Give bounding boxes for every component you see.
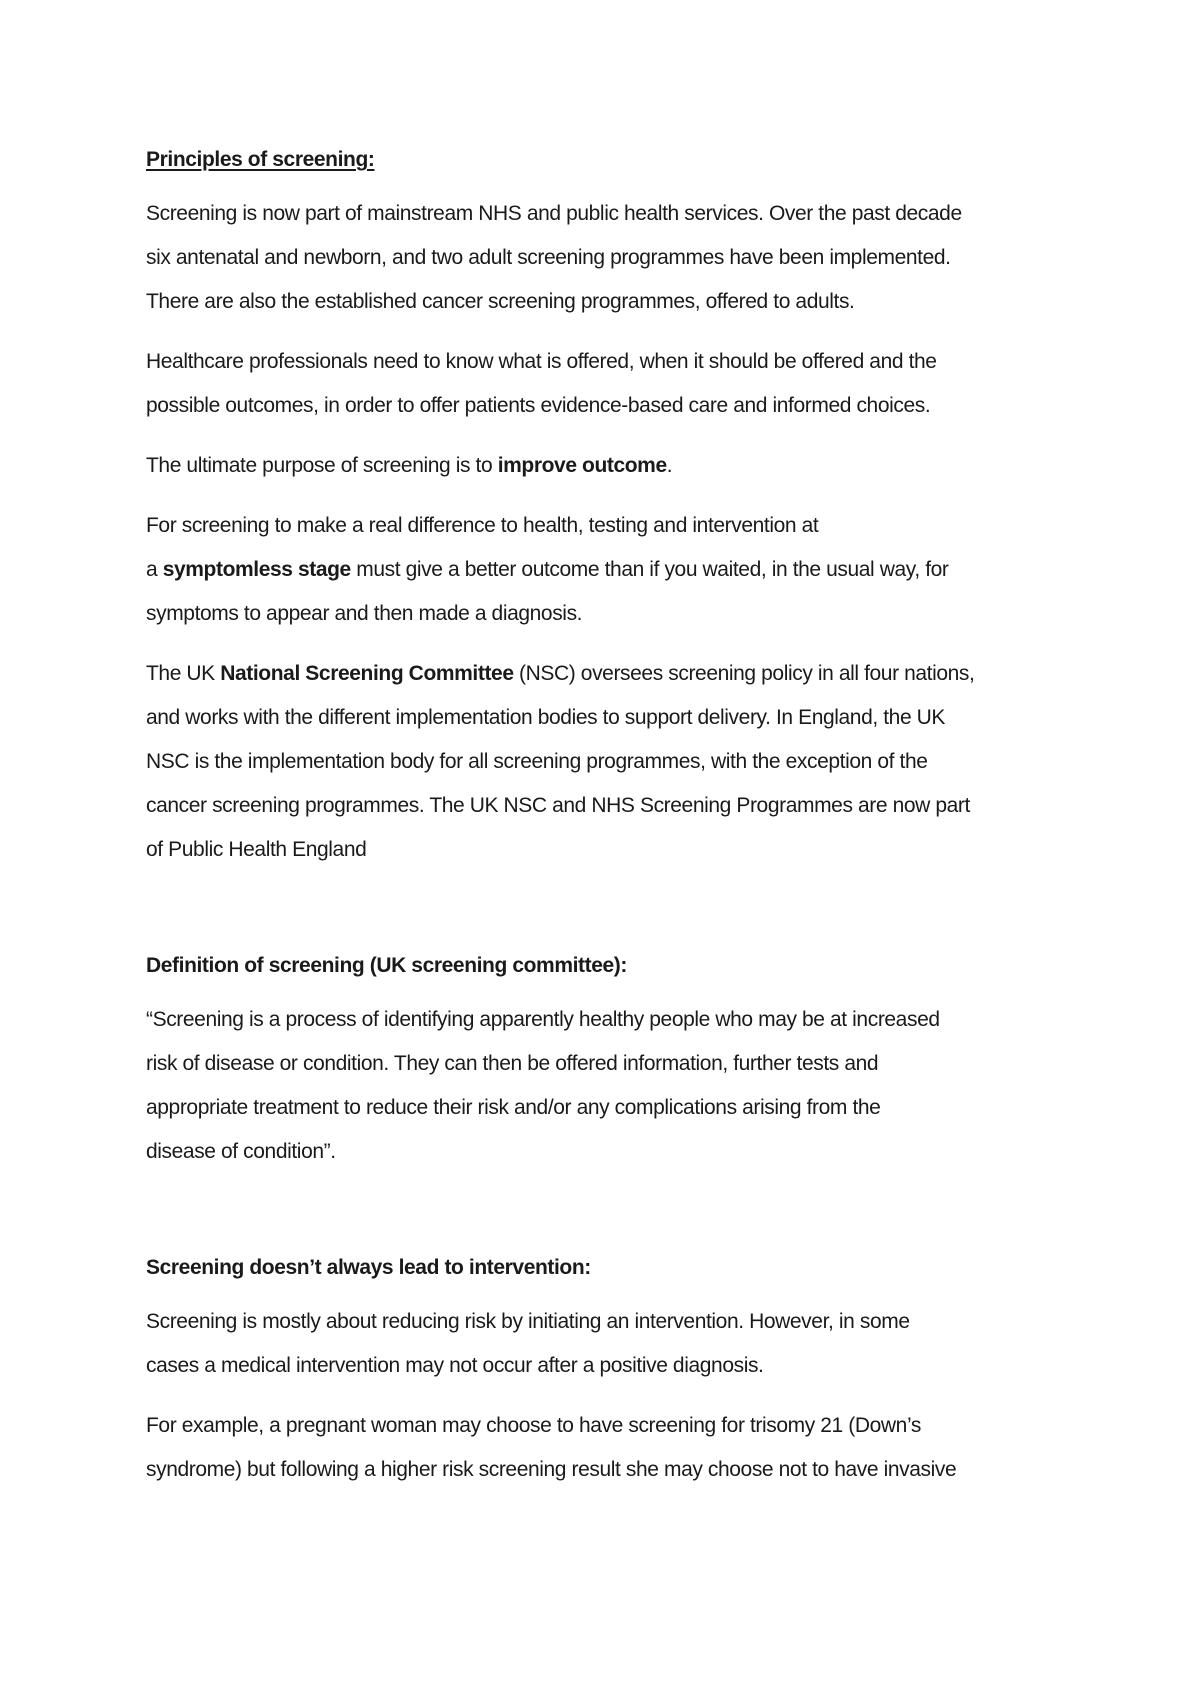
emphasis-improve-outcome: improve outcome [497,454,667,477]
heading-definition-of-screening: Definition of screening (UK screening committee): [146,954,627,977]
paragraph-ultimate-purpose [146,444,1066,488]
text-line: Screening is now part of mainstream NHS and public health services. Over the past decade [146,202,962,225]
text-line: The ultimate purpose of screening is to improve outcome. [146,454,673,477]
text-line: For screening to make a real difference to health, testing and intervention at [146,514,819,537]
text-line: There are also the established cancer screening programmes, offered to adults. [146,290,855,313]
text-line: NSC is the implementation body for all screening programmes, with the exception of the [146,750,928,773]
text-line: For example, a pregnant woman may choose to have screening for trisomy 21 (Down’s [146,1414,921,1437]
document-body [146,146,1066,1492]
text-line: “Screening is a process of identifying apparently healthy people who may be at increased [146,1008,940,1031]
text-line: Screening is mostly about reducing risk by initiating an intervention. However, in some [146,1310,910,1333]
emphasis-national-screening-committee: National Screening Committee [220,662,514,685]
text-line: cancer screening programmes. The UK NSC and NHS Screening Programmes are now part [146,794,970,817]
paragraph-national-screening-committee [146,652,1066,872]
text-line: Healthcare professionals need to know what is offered, when it should be offered and the [146,350,937,373]
text-line: disease of condition”. [146,1140,336,1163]
emphasis-symptomless-stage: symptomless stage [162,558,351,581]
heading-screening-intervention: Screening doesn’t always lead to intervention: [146,1256,591,1279]
text-line: symptoms to appear and then made a diagnosis. [146,602,583,625]
text-line: and works with the different implementation bodies to support delivery. In England, the UK [146,706,946,729]
text-line: six antenatal and newborn, and two adult screening programmes have been implemented. [146,246,951,269]
text-line: syndrome) but following a higher risk screening result she may choose not to have invasive [146,1458,957,1481]
paragraph-symptomless-stage [146,504,1066,636]
paragraph-screening-mainstream [146,192,1066,324]
text-line: The UK National Screening Committee (NSC) oversees screening policy in all four nations, [146,662,975,685]
paragraph-healthcare-professionals [146,340,1066,428]
heading-principles-of-screening: Principles of screening: [146,148,375,171]
paragraph-reducing-risk [146,1300,1066,1388]
text-line: a symptomless stage must give a better outcome than if you waited, in the usual way, for [146,558,949,581]
text-line: cases a medical intervention may not occur after a positive diagnosis. [146,1354,764,1377]
text-line: risk of disease or condition. They can then be offered information, further tests and [146,1052,879,1075]
text-line: possible outcomes, in order to offer patients evidence-based care and informed choices. [146,394,931,417]
text-line: appropriate treatment to reduce their risk and/or any complications arising from the [146,1096,881,1119]
text-line: of Public Health England [146,838,367,861]
paragraph-definition-quote [146,998,1066,1174]
paragraph-trisomy-example [146,1404,1066,1492]
